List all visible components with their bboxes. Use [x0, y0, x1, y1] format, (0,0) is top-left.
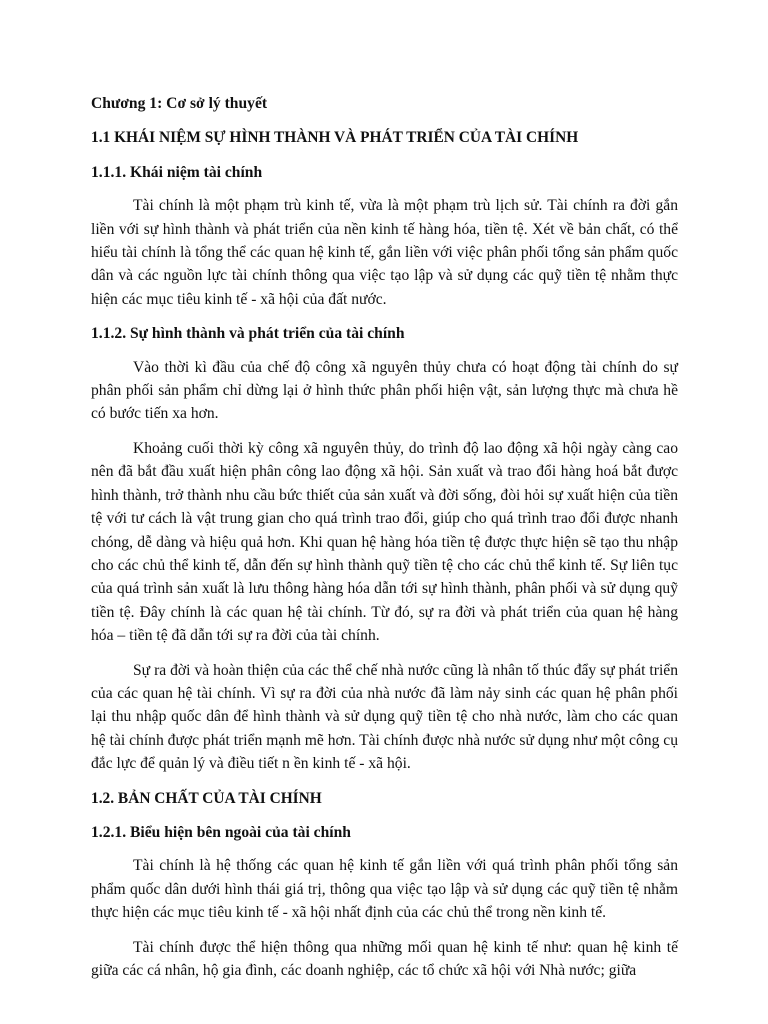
paragraph: Sự ra đời và hoàn thiện của các thể chế nhà nước cũng là nhân tố thúc đẩy sự phát triển của các quan hệ tài chính. Vì sự ra đời của nhà nước đã làm nảy sinh các quan hệ phân phối lại thu nhập quốc dân để hình thành và sử dụng quỹ tiền tệ cho nhà nước, làm cho các quan hệ tài chính được phát triển mạnh mẽ hơn. Tài chính được nhà nước sử dụng như một công cụ đắc lực để quản lý và điều tiết n ền kinh tế - xã hội.: [91, 661, 678, 773]
section-heading: 1.2. BẢN CHẤT CỦA TÀI CHÍNH: [91, 789, 322, 807]
paragraph: Tài chính là một phạm trù kinh tế, vừa là một phạm trù lịch sử. Tài chính ra đời gắn liền với sự hình thành và phát triển của nền kinh tế hàng hóa, tiền tệ. Xét về bản chất, có thể hiểu tài chính là tổng thể các quan hệ kinh tế, gắn liền với việc phân phối tổng sản phẩm quốc dân và các nguồn lực tài chính thông qua việc tạo lập và sử dụng các quỹ tiền tệ nhằm thực hiện các mục tiêu kinh tế - xã hội của đất nước.: [91, 197, 678, 308]
subsection-heading: 1.1.1. Khái niệm tài chính: [91, 163, 263, 181]
paragraph: Tài chính được thể hiện thông qua những mối quan hệ kinh tế như: quan hệ kinh tế giữa các cá nhân, hộ gia đình, các doanh nghiệp, các tổ chức xã hội với Nhà nước; giữa: [91, 938, 678, 979]
paragraph: Tài chính là hệ thống các quan hệ kinh tế gắn liền với quá trình phân phối tổng sản phẩm quốc dân dưới hình thái giá trị, thông qua việc tạo lập và sử dụng các quỹ tiền tệ nhằm thực hiện các mục tiêu kinh tế - xã hội nhất định của các chủ thể trong nền kinh tế.: [91, 857, 678, 922]
paragraph: Khoảng cuối thời kỳ công xã nguyên thủy, do trình độ lao động xã hội ngày càng cao nên đã bắt đầu xuất hiện phân công lao động xã hội. Sản xuất và trao đổi hàng hoá bắt được hình thành, trở thành nhu cầu bức thiết của sản xuất và đời sống, đòi hỏi sự xuất hiện của tiền tệ với tư cách là vật trung gian cho quá trình trao đổi, giúp cho quá trình trao đổi được nhanh chóng, dễ dàng và hiệu quả hơn. Khi quan hệ hàng hóa tiền tệ được thực hiện sẽ tạo thu nhập cho các chủ thể kinh tế, dẫn đến sự hình thành quỹ tiền tệ cho các chủ thể kinh tế. Sự liên tục của quá trình sản xuất là lưu thông hàng hóa dẫn tới sự hình thành, phân phối và sử dụng quỹ tiền tệ. Đây chính là các quan hệ tài chính. Từ đó, sự ra đời và phát triển của quan hệ hàng hóa – tiền tệ đã dẫn tới sự ra đời của tài chính.: [91, 439, 678, 645]
section-heading: 1.1 KHÁI NIỆM SỰ HÌNH THÀNH VÀ PHÁT TRIỂN CỦA TÀI CHÍNH: [91, 129, 579, 147]
subsection-heading: 1.1.2. Sự hình thành và phát triển của tài chính: [91, 325, 405, 343]
chapter-title: Chương 1: Cơ sở lý thuyết: [91, 95, 268, 112]
paragraph: Vào thời kì đầu của chế độ công xã nguyên thủy chưa có hoạt động tài chính do sự phân phối sản phẩm chỉ dừng lại ở hình thức phân phối hiện vật, sản lượng thực mà chưa hề có bước tiến xa hơn.: [91, 358, 678, 423]
subsection-heading: 1.2.1. Biểu hiện bên ngoài của tài chính: [91, 823, 351, 841]
